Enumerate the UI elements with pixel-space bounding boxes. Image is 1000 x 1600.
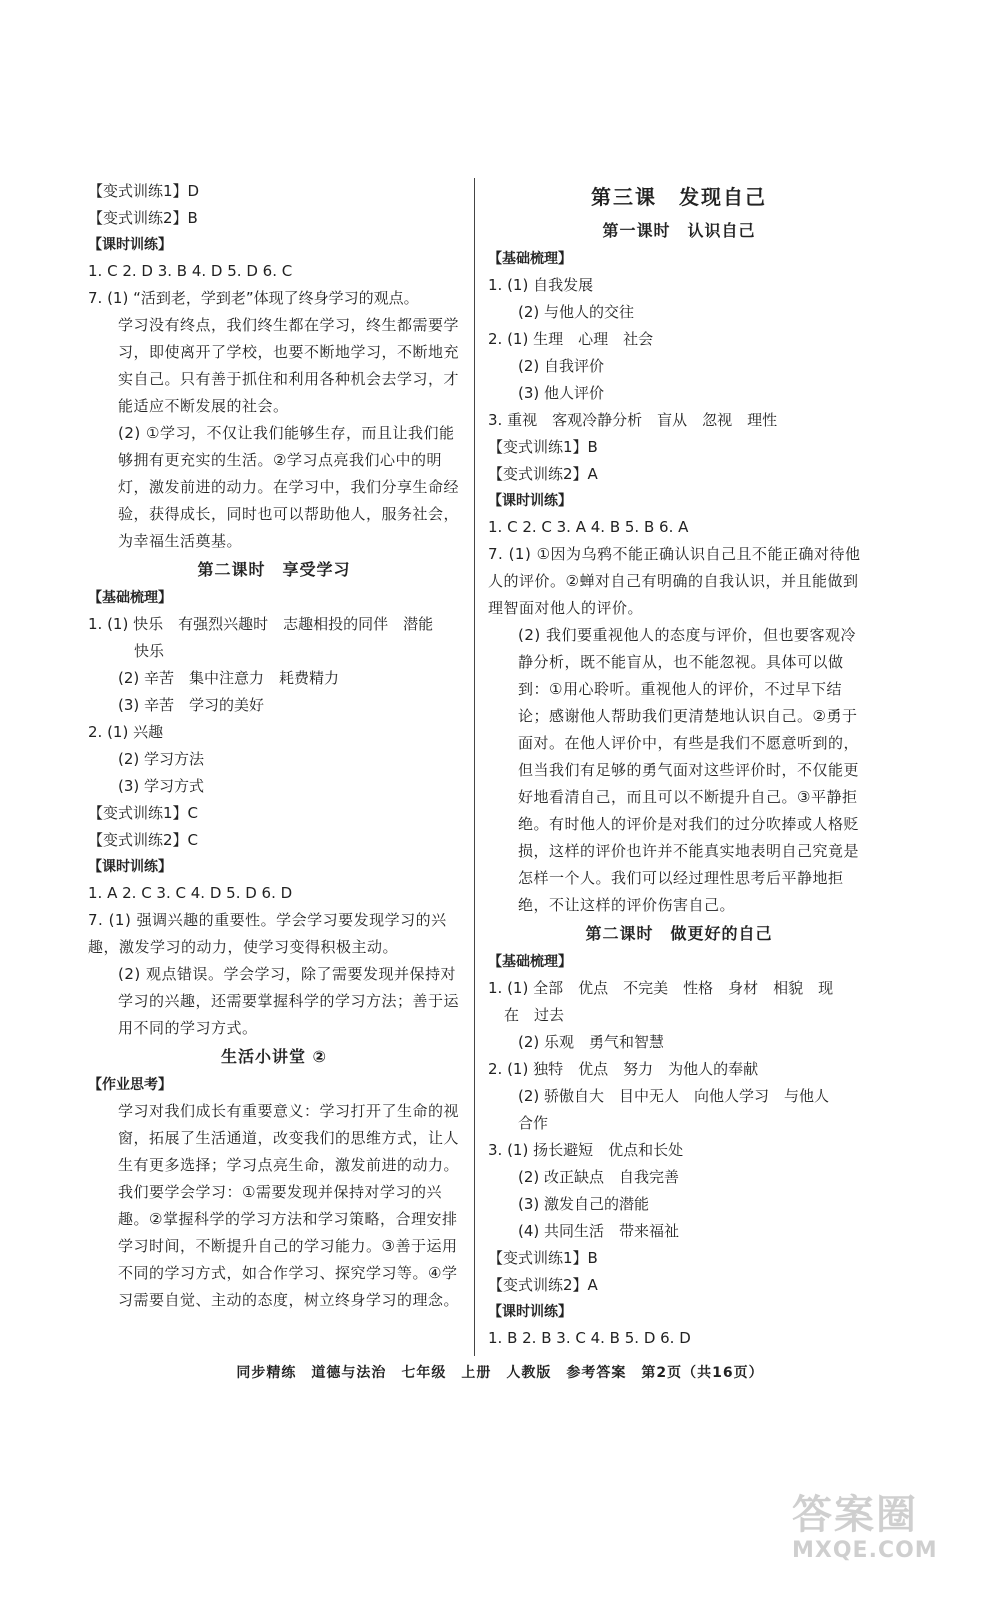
answer-line: (2) 辛苦 集中注意力 耗费精力 (118, 669, 340, 687)
answer-paragraph: 学习对我们成长有重要意义：学习打开了生命的视窗，拓展了生活通道，改变我们的思维方式，让人生有更多选择；学习点亮生命，激发前进的动力。我们要学会学习：①需要发现并保持对学习的兴趣。②掌握科学的学习方法和学习策略，合理安排学习时间，不断提升自己的学习能力。③善于运用不同的学习方式，如合作学习、探究学习等。④学习需要自觉、主动的态度，树立终身学习的理念。 (118, 1102, 460, 1309)
answer-paragraph: 7. (1) ①因为乌鸦不能正确认识自己且不能正确对待他人的评价。②蝉对自己有明确的自我认识，并且能做到理智面对他人的评价。 (488, 545, 861, 617)
answer-paragraph: (2) ①学习，不仅让我们能够生存，而且让我们能够拥有更充实的生活。②学习点亮我们心中的明灯，激发前进的动力。在学习中，我们分享生命经验，获得成长，同时也可以帮助他人，服务社会，为幸福生活奠基。 (118, 424, 460, 550)
page-footer: 同步精练 道德与法治 七年级 上册 人教版 参考答案 第2页（共16页） (236, 1365, 764, 1381)
answer-line: 【变式训练2】A (488, 465, 598, 483)
answer-line: 【变式训练2】B (88, 209, 198, 227)
answer-paragraph: 7. (1) 强调兴趣的重要性。学会学习要发现学习的兴趣，激发学习的动力，使学习变得积极主动。 (88, 911, 447, 956)
answer-line: 【变式训练1】B (488, 438, 598, 456)
lecture-heading: 生活小讲堂 ② (220, 1047, 328, 1066)
lesson-heading: 第一课时 认识自己 (602, 221, 756, 240)
answer-line: 1. (1) 全部 优点 不完美 性格 身材 相貌 现 (488, 979, 834, 997)
answer-line: (3) 学习方式 (118, 777, 205, 795)
right-column (488, 178, 870, 1352)
answer-line: 3. (1) 扬长避短 优点和长处 (488, 1141, 684, 1159)
answer-line: (2) 改正缺点 自我完善 (518, 1168, 680, 1186)
section-tag: 【课时训练】 (88, 237, 172, 253)
watermark-title: 答案圈 (792, 1492, 918, 1538)
course-heading: 第三课 发现自己 (591, 185, 767, 209)
answer-line: 2. (1) 独特 优点 努力 为他人的奉献 (488, 1060, 759, 1078)
answer-line: (3) 他人评价 (518, 384, 605, 402)
answer-paragraph: 学习没有终点，我们终生都在学习，终生都需要学习，即使离开了学校，也要不断地学习，不断地充实自己。只有善于抓住和利用各种机会去学习，才能适应不断发展的社会。 (118, 316, 460, 415)
lesson-heading: 第二课时 享受学习 (197, 560, 351, 579)
answer-line: (2) 骄傲自大 目中无人 向他人学习 与他人 (518, 1087, 830, 1105)
answer-line: 在 过去 (504, 1006, 565, 1024)
answer-line: (2) 学习方法 (118, 750, 205, 768)
answer-line: (2) 与他人的交往 (518, 303, 635, 321)
answer-line: 1. (1) 快乐 有强烈兴趣时 志趣相投的同伴 潜能 (88, 615, 434, 633)
column-divider (474, 178, 475, 1356)
answer-line: 快乐 (134, 642, 165, 660)
answer-paragraph: (2) 我们要重视他人的态度与评价，但也要客观冷静分析，既不能盲从，也不能忽视。具体可以做到：①用心聆听。重视他人的评价，不过早下结论；感谢他人帮助我们更清楚地认识自己。②勇于面对。在他人评价中，有些是我们不愿意听到的，但当我们有足够的勇气面对这些评价时，不仅能更好地看清自己，而且可以不断提升自己。③平静拒绝。有时他人的评价是对我们的过分吹捧或人格贬损，这样的评价也许并不能真实地表明自己究竟是怎样一个人。我们可以经过理性思考后平静地拒绝，不让这样的评价伤害自己。 (518, 626, 860, 914)
answer-line: 【变式训练1】C (88, 804, 199, 822)
lesson-heading: 第二课时 做更好的自己 (585, 924, 773, 943)
answer-line: 1. B 2. B 3. C 4. B 5. D 6. D (488, 1329, 691, 1347)
answer-paragraph: (2) 观点错误。学会学习，除了需要发现并保持对学习的兴趣，还需要掌握科学的学习方法；善于运用不同的学习方式。 (118, 965, 460, 1037)
watermark-logo (792, 1492, 972, 1572)
answer-line: 合作 (518, 1114, 549, 1132)
section-tag: 【课时训练】 (488, 1304, 572, 1320)
answer-line: 【变式训练1】D (88, 182, 200, 200)
answer-line: (4) 共同生活 带来福祉 (518, 1222, 680, 1240)
answer-line: 2. (1) 兴趣 (88, 723, 164, 741)
answer-line: (3) 辛苦 学习的美好 (118, 696, 265, 714)
answer-line: 1. C 2. D 3. B 4. D 5. D 6. C (88, 262, 293, 280)
answer-line: 【变式训练2】A (488, 1276, 598, 1294)
answer-line: 【变式训练1】B (488, 1249, 598, 1267)
section-tag: 【课时训练】 (88, 859, 172, 875)
section-tag: 【基础梳理】 (488, 954, 572, 970)
answer-line: 1. A 2. C 3. C 4. D 5. D 6. D (88, 884, 293, 902)
answer-line: (2) 乐观 勇气和智慧 (518, 1033, 665, 1051)
answer-line: 7. (1) “活到老，学到老”体现了终身学习的观点。 (88, 289, 419, 307)
answer-line: 2. (1) 生理 心理 社会 (488, 330, 654, 348)
section-tag: 【基础梳理】 (488, 251, 572, 267)
section-tag: 【基础梳理】 (88, 590, 172, 606)
section-tag: 【作业思考】 (88, 1077, 172, 1093)
answer-line: 1. C 2. C 3. A 4. B 5. B 6. A (488, 518, 689, 536)
answer-line: 3. 重视 客观冷静分析 盲从 忽视 理性 (488, 411, 778, 429)
watermark-url: MXQE.COM (792, 1538, 938, 1563)
left-column (88, 178, 460, 1314)
answer-line: (2) 自我评价 (518, 357, 605, 375)
answer-line: 【变式训练2】C (88, 831, 199, 849)
section-tag: 【课时训练】 (488, 493, 572, 509)
answer-line: 1. (1) 自我发展 (488, 276, 594, 294)
answer-line: (3) 激发自己的潜能 (518, 1195, 650, 1213)
